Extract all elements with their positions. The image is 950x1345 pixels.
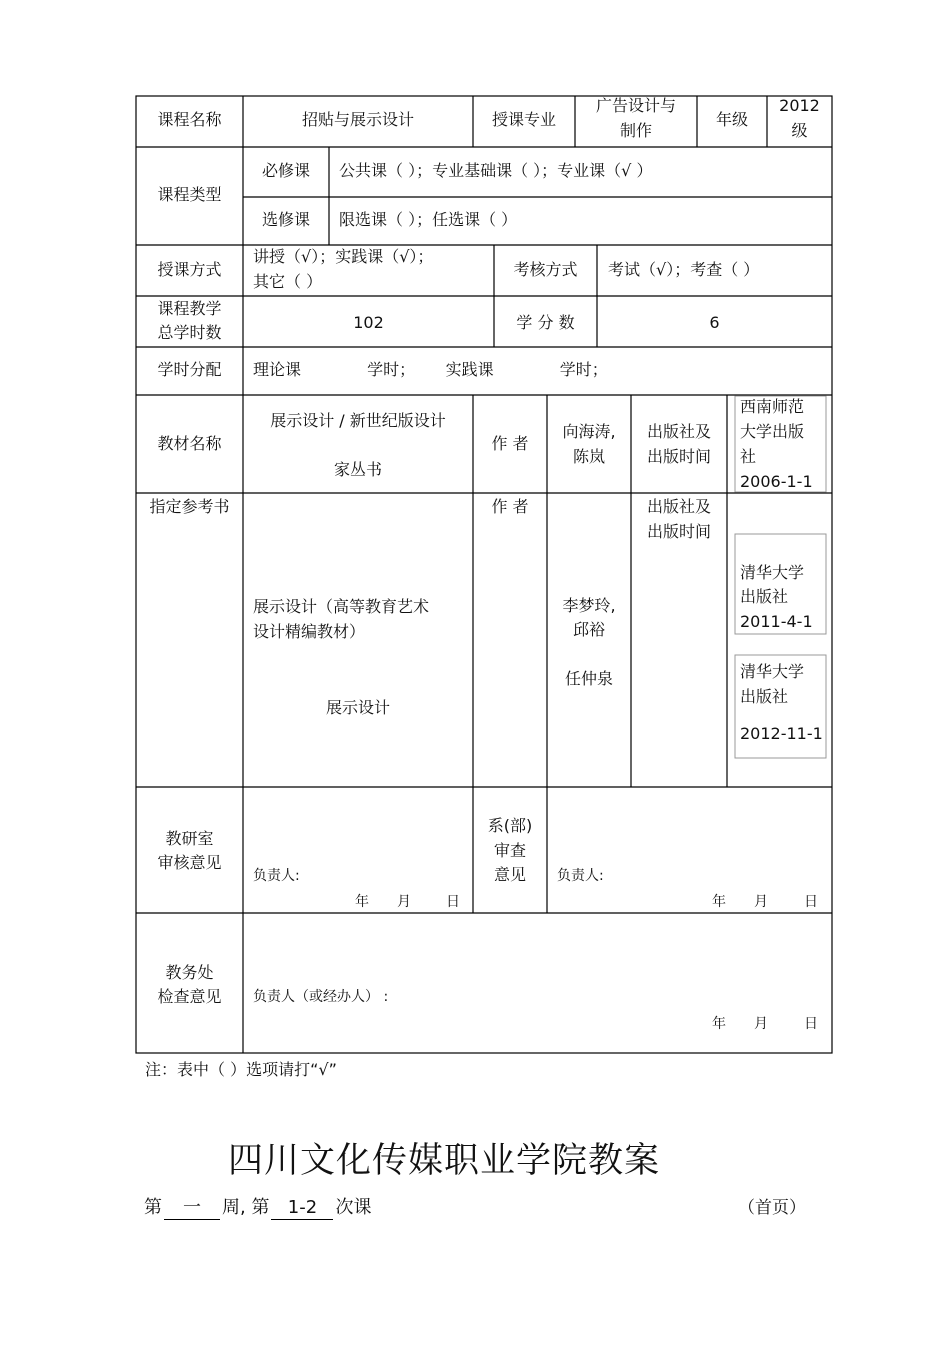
reference1-publisher-line2: 出版社: [740, 587, 789, 606]
textbook-title-line1: 展示设计 / 新世纪版设计: [270, 411, 446, 430]
academic-date-year: 年: [712, 1016, 726, 1032]
grade-value-line2: 级: [791, 121, 808, 140]
week-prefix: 第: [144, 1197, 162, 1218]
dept-review-label-line1: 系(部): [487, 816, 533, 835]
reference1-publisher-line1: 清华大学: [740, 563, 805, 582]
reference2-publish-date: 2012-11-1: [740, 724, 823, 743]
reference-author-label: 作 者: [491, 497, 529, 516]
course-name-value: 招贴与展示设计: [301, 110, 414, 129]
reference1-publish-date: 2011-4-1: [740, 612, 813, 631]
hours-label-line2: 总学时数: [157, 323, 222, 342]
office-date-year: 年: [355, 894, 369, 910]
reference2-publisher-line1: 清华大学: [740, 662, 805, 681]
reference1-author-line2: 邱裕: [572, 620, 605, 639]
academic-review-label-line2: 检查意见: [157, 987, 222, 1006]
office-date-day: 日: [446, 894, 460, 910]
reference-publisher-label-line1: 出版社及: [646, 497, 711, 516]
reference1-author-line1: 李梦玲,: [562, 596, 616, 615]
grade-label: 年级: [715, 110, 748, 129]
academic-responsible-label: 负责人（或经办人） :: [253, 989, 389, 1005]
week-value: 一: [164, 1197, 220, 1220]
office-review-label-line1: 教研室: [165, 829, 214, 848]
textbook-author-line2: 陈岚: [572, 447, 605, 466]
assess-label: 考核方式: [513, 260, 578, 279]
reference1-title-line1: 展示设计（高等教育艺术: [253, 597, 430, 616]
textbook-publisher-line1: 西南师范: [740, 397, 805, 416]
reference2-publisher-line2: 出版社: [740, 687, 789, 706]
major-value-line2: 制作: [619, 121, 652, 140]
hours-label-line1: 课程教学: [157, 299, 222, 318]
required-options: 公共课（ ）；专业基础课（ ）；专业课（√ ）: [339, 161, 653, 180]
credit-label: 学 分 数: [516, 313, 575, 332]
method-value-line1: 讲授（√）；实践课（√）；: [253, 247, 434, 266]
academic-review-label-line1: 教务处: [165, 963, 214, 982]
academic-date-month: 月: [754, 1016, 768, 1032]
textbook-publisher-line3: 社: [740, 447, 757, 466]
academic-date-day: 日: [804, 1016, 818, 1032]
elective-label: 选修课: [261, 210, 310, 229]
assess-value: 考试（√）；考查（ ）: [608, 260, 760, 279]
required-label: 必修课: [261, 161, 310, 180]
office-date-month: 月: [397, 894, 411, 910]
dept-date-year: 年: [712, 894, 726, 910]
lesson-plan-title: 四川文化传媒职业学院教案: [228, 1141, 661, 1181]
dept-responsible-label: 负责人:: [557, 868, 604, 884]
reference-label: 指定参考书: [149, 497, 230, 516]
dept-date-day: 日: [804, 894, 818, 910]
session-value: 1-2: [271, 1197, 333, 1220]
office-review-label-line2: 审核意见: [157, 853, 222, 872]
grade-value-line1: 2012: [779, 96, 820, 115]
textbook-author-line1: 向海涛,: [562, 422, 616, 441]
page-label: （首页）: [738, 1198, 806, 1218]
dept-review-label-line2: 审查: [493, 841, 526, 860]
reference-publisher-label-line2: 出版时间: [646, 522, 711, 541]
office-responsible-label: 负责人:: [253, 868, 300, 884]
distribution-label: 学时分配: [157, 360, 222, 379]
credit-value: 6: [709, 313, 720, 332]
week-suffix: 周, 第: [222, 1197, 270, 1218]
elective-options: 限选课（ ）；任选课（ ）: [339, 210, 518, 229]
dept-date-month: 月: [754, 894, 768, 910]
lesson-schedule-line: [144, 1193, 371, 1220]
textbook-title-line2: 家丛书: [333, 460, 382, 479]
course-name-label: 课程名称: [157, 110, 222, 129]
table-note: 注：表中（ ）选项请打“√”: [145, 1060, 337, 1079]
textbook-author-label: 作 者: [491, 434, 529, 453]
distribution-value: 理论课 学时； 实践课 学时；: [253, 360, 608, 379]
major-label: 授课专业: [491, 110, 556, 129]
session-suffix: 次课: [335, 1197, 372, 1218]
method-value-line2: 其它（ ）: [253, 272, 323, 291]
textbook-publisher-line2: 大学出版: [740, 422, 805, 441]
reference2-title: 展示设计: [325, 698, 390, 717]
course-type-label: 课程类型: [157, 185, 222, 204]
dept-review-label-line3: 意见: [493, 865, 526, 884]
reference2-author: 任仲泉: [564, 669, 613, 688]
textbook-label: 教材名称: [157, 434, 222, 453]
textbook-publisher-label-line2: 出版时间: [646, 447, 711, 466]
major-value-line1: 广告设计与: [595, 96, 676, 115]
reference1-title-line2: 设计精编教材）: [253, 622, 366, 641]
textbook-publish-date: 2006-1-1: [740, 472, 813, 491]
textbook-publisher-label-line1: 出版社及: [646, 422, 711, 441]
method-label: 授课方式: [157, 260, 222, 279]
hours-value: 102: [353, 313, 384, 332]
